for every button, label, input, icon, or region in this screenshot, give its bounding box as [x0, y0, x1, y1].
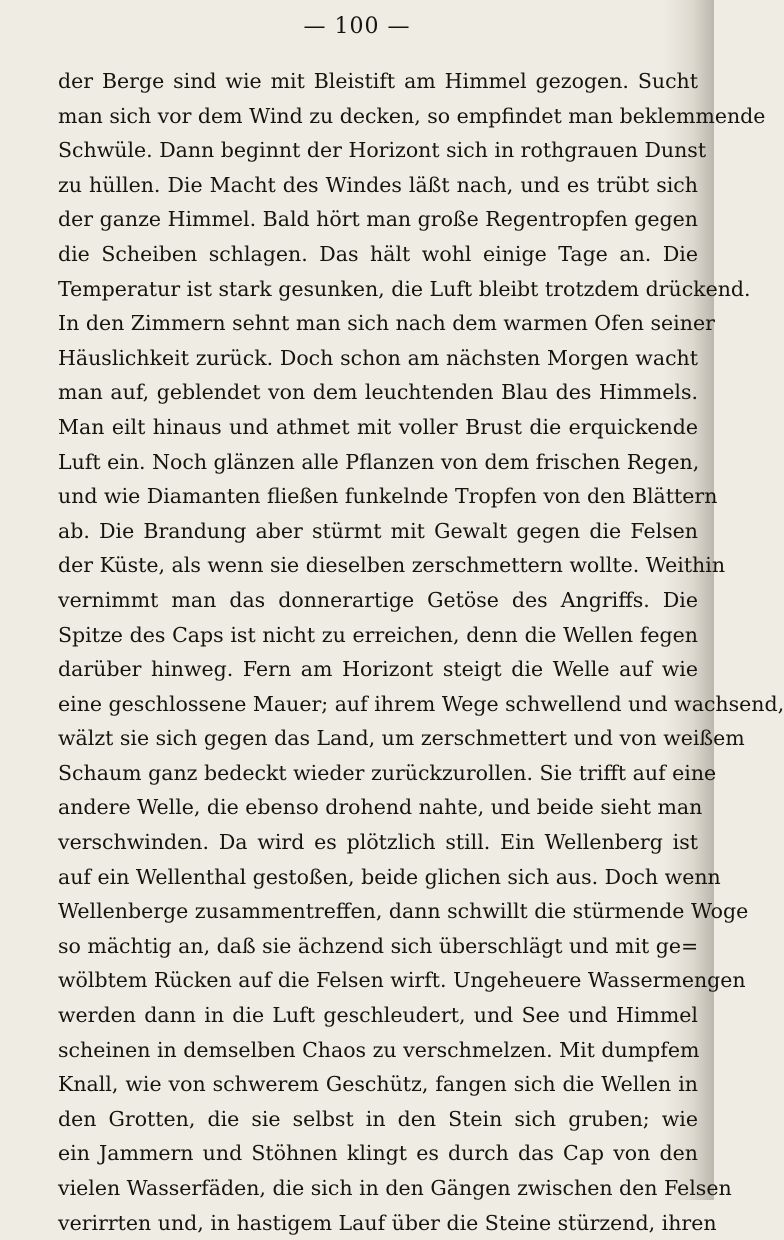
text-line: der ganze Himmel. Bald hört man große Regentropfen gegen: [58, 207, 698, 232]
text-line: verirrten und, in hastigem Lauf über die Steine stürzend, ihren: [58, 1210, 717, 1235]
page-number: — 100 —: [303, 14, 411, 39]
text-line: eine geschlossene Mauer; auf ihrem Wege schwellend und wachsend,: [58, 691, 784, 716]
text-line: Spitze des Caps ist nicht zu erreichen, denn die Wellen fegen: [58, 622, 698, 647]
text-line: In den Zimmern sehnt man sich nach dem warmen Ofen seiner: [58, 311, 715, 336]
text-line: verschwinden. Da wird es plötzlich still. Ein Wellenberg ist: [58, 830, 698, 855]
text-line: wälzt sie sich gegen das Land, um zerschmettert und von weißem: [58, 726, 745, 751]
text-line: Temperatur ist stark gesunken, die Luft bleibt trotzdem drückend.: [58, 276, 751, 301]
text-line: der Berge sind wie mit Bleistift am Himmel gezogen. Sucht: [58, 69, 698, 93]
text-line: darüber hinweg. Fern am Horizont steigt die Welle auf wie: [58, 657, 698, 682]
text-line: und wie Diamanten fließen funkelnde Tropfen von den Blättern: [58, 484, 718, 509]
text-line: man sich vor dem Wind zu decken, so empfindet man beklemmende: [58, 103, 766, 128]
text-line: wölbtem Rücken auf die Felsen wirft. Ungeheuere Wassermengen: [58, 968, 746, 993]
text-line: werden dann in die Luft geschleudert, und See und Himmel: [58, 1003, 698, 1028]
text-line: die Scheiben schlagen. Das hält wohl einige Tage an. Die: [58, 241, 698, 266]
text-line: Wellenberge zusammentreffen, dann schwillt die stürmende Woge: [58, 899, 749, 924]
text-line: Luft ein. Noch glänzen alle Pflanzen von dem frischen Regen,: [58, 449, 700, 474]
body-text: [58, 64, 784, 1240]
text-line: ab. Die Brandung aber stürmt mit Gewalt gegen die Felsen: [58, 518, 698, 543]
text-line: ein Jammern und Stöhnen klingt es durch das Cap von den: [58, 1141, 698, 1166]
text-line: den Grotten, die sie selbst in den Stein sich gruben; wie: [58, 1106, 698, 1131]
text-line: Schaum ganz bedeckt wieder zurückzurollen. Sie trifft auf eine: [58, 760, 717, 785]
text-line: so mächtig an, daß sie ächzend sich überschlägt und mit ge=: [58, 933, 699, 958]
text-line: Man eilt hinaus und athmet mit voller Brust die erquickende: [58, 414, 698, 439]
text-line: Häuslichkeit zurück. Doch schon am nächsten Morgen wacht: [58, 345, 698, 370]
text-line: auf ein Wellenthal gestoßen, beide glichen sich aus. Doch wenn: [58, 864, 721, 889]
text-line: Schwüle. Dann beginnt der Horizont sich in rothgrauen Dunst: [58, 138, 707, 163]
text-line: Knall, wie von schwerem Geschütz, fangen sich die Wellen in: [58, 1072, 698, 1097]
text-line: vielen Wasserfäden, die sich in den Gängen zwischen den Felsen: [58, 1176, 732, 1200]
text-line: vernimmt man das donnerartige Getöse des Angriffs. Die: [58, 587, 698, 612]
text-line: andere Welle, die ebenso drohend nahte, und beide sieht man: [58, 795, 703, 820]
text-line: scheinen in demselben Chaos zu verschmelzen. Mit dumpfem: [58, 1037, 700, 1062]
text-line: der Küste, als wenn sie dieselben zerschmettern wollte. Weithin: [58, 553, 726, 578]
text-line: man auf, geblendet von dem leuchtenden Blau des Himmels.: [58, 380, 698, 405]
text-line: zu hüllen. Die Macht des Windes läßt nach, und es trübt sich: [58, 172, 698, 197]
